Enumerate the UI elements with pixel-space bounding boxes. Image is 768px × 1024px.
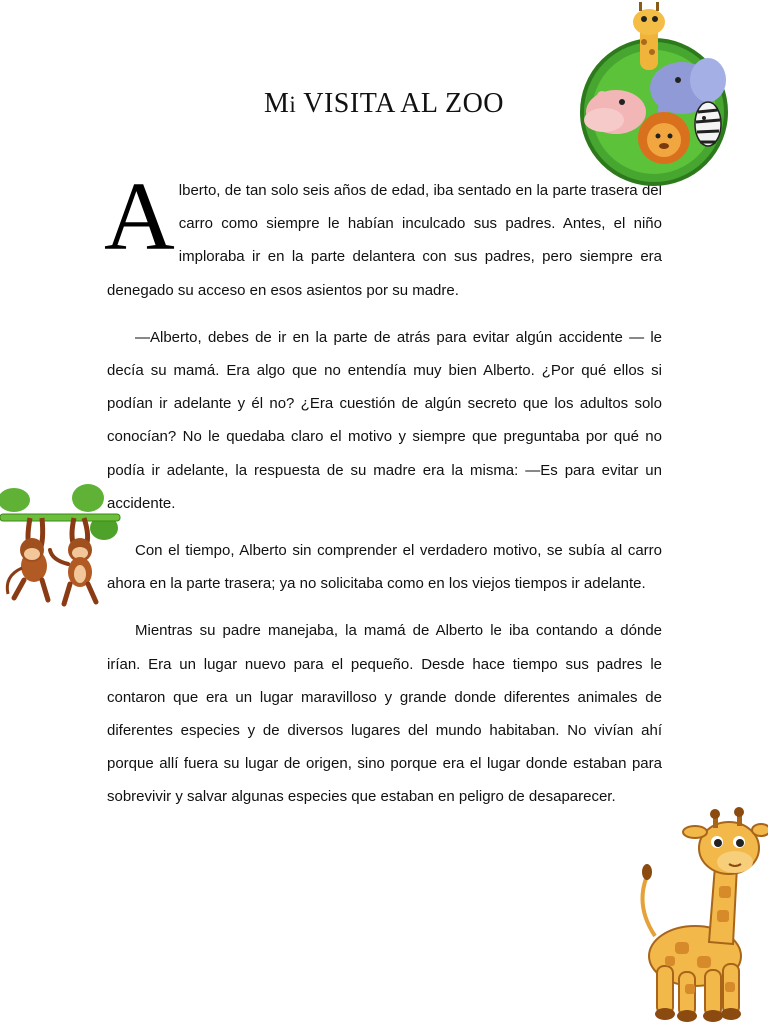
paragraph-1-text: lberto, de tan solo seis años de edad, iba sentado en la parte trasera del carro como siempre le habían inculcado sus padres. Antes, el niño imploraba ir en la parte delantera con sus padres, pero siempre era denegado su acceso en esos asientos por su madre. — [107, 182, 662, 299]
paragraph-4: Mientras su padre manejaba, la mamá de Alberto le iba contando a dónde irían. Era un lugar nuevo para el pequeño. Desde hace tiempo sus padres le contaron que era un lugar maravilloso y grande donde diferentes animales de diferentes especies y de diversos lugares del mundo habitaban. No vivían ahí porque allí fuera su lugar de origen, sino porque era el lugar donde estaban para sobrevivir y salvar algunas especies que estaban en peligro de desaparecer. — [107, 622, 662, 806]
title-initial: M — [263, 88, 290, 119]
paragraph-2: —Alberto, debes de ir en la parte de atrás para evitar algún accidente — le decía su mamá. Era algo que no entendía muy bien Alberto. ¿Por qué ellos si podían ir adelante y él no? ¿Era cuestión de algún secreto que los adultos solo conocían? No le quedaba claro el motivo y siempre que preguntaba por qué no podía ir adelante, la respuesta de su madre era la misma: —Es para evitar un accidente. — [107, 328, 662, 512]
drop-cap: A — [104, 163, 175, 271]
paragraph-1 — [104, 163, 662, 307]
cartoon-giraffe-icon — [625, 806, 768, 1024]
story-body — [104, 163, 662, 828]
title-tail: VISITA AL ZOO — [296, 88, 505, 119]
zoo-animals-badge-icon — [574, 0, 734, 190]
paragraph-3: Con el tiempo, Alberto sin comprender el verdadero motivo, se subía al carro ahora en la parte trasera; ya no solicitaba como en los viejos tiempos ir adelante. — [107, 542, 662, 593]
title-rest: i — [289, 92, 297, 117]
hanging-monkeys-icon — [0, 480, 122, 610]
